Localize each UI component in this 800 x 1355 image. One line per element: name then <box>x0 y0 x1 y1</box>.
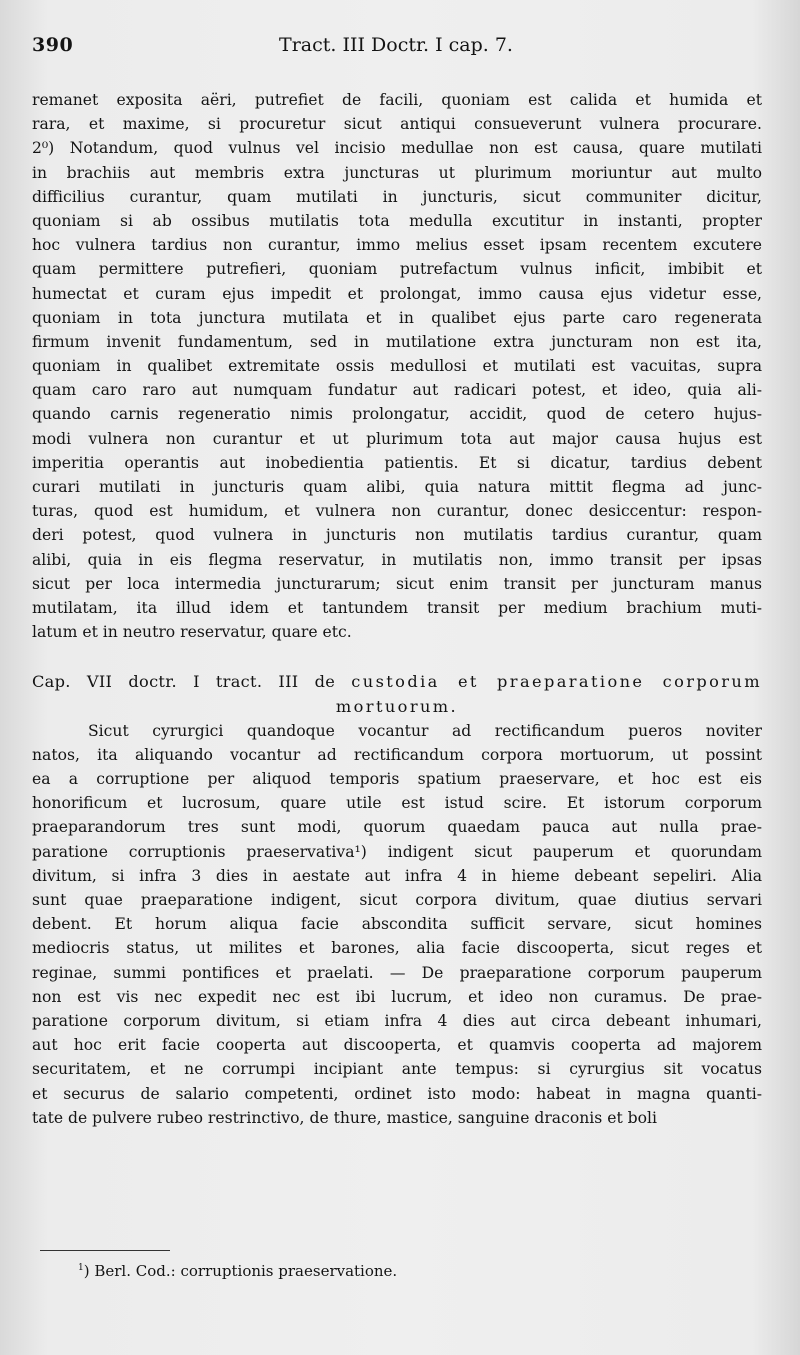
text-line: quoniam in tota junctura mutilata et in qualibet ejus parte caro regenerata <box>32 308 762 327</box>
text-line: curari mutilati in juncturis quam alibi, quia natura mittit flegma ad junc- <box>32 478 762 496</box>
text-line: securitatem, et ne corrumpi incipiant ante tempus: si cyrurgius sit vocatus <box>32 1060 762 1079</box>
text-line: mutilatam, ita illud idem et tantundem transit per medium brachium muti- <box>32 598 762 617</box>
text-line: quando carnis regeneratio nimis prolongatur, accidit, quod de cetero hujus- <box>32 405 762 424</box>
text-line: Sicut cyrurgici quandoque vocantur ad rectificandum pueros noviter <box>88 721 762 740</box>
text-line: non est vis nec expedit nec est ibi lucrum, et ideo non curamus. De prae- <box>32 987 762 1006</box>
chapter-heading-title: custodia et praeparatione corporum <box>351 672 762 692</box>
body-text <box>32 88 762 1130</box>
text-line: hoc vulnera tardius non curantur, immo melius esset ipsam recentem excutere <box>32 236 762 255</box>
text-line: honorificum et lucrosum, quare utile est istud scire. Et istorum corporum <box>32 794 762 813</box>
text-line: latum et in neutro reservatur, quare etc. <box>32 623 352 642</box>
paragraph-2 <box>32 719 762 1130</box>
page-number: 390 <box>32 34 74 56</box>
text-line: deri potest, quod vulnera in juncturis non mutilatis tardius curantur, quam <box>32 526 762 545</box>
text-line: divitum, si infra 3 dies in aestate aut infra 4 in hieme debeant sepeliri. Alia <box>32 866 762 885</box>
chapter-heading-line-2: mortuorum. <box>335 696 459 716</box>
text-line: imperitia operantis aut inobedientia patientis. Et si dicatur, tardius debent <box>32 453 762 472</box>
text-line: praeparandorum tres sunt modi, quorum quaedam pauca aut nulla prae- <box>32 818 762 837</box>
running-head: Tract. III Doctr. I cap. 7. <box>279 34 513 56</box>
text-line: quam caro raro aut numquam fundatur aut radicari potest, et ideo, quia ali- <box>32 381 762 400</box>
text-line: quam permittere putrefieri, quoniam putrefactum vulnus inficit, imbibit et <box>32 260 762 279</box>
text-line: alibi, quia in eis flegma reservatur, in mutilatis non, immo transit per ipsas <box>32 550 762 569</box>
text-line: reginae, summi pontifices et praelati. — De praeparatione corporum pauperum <box>32 963 762 982</box>
text-line: paratione corruptionis praeservativa¹) indigent sicut pauperum et quorundam <box>32 842 762 861</box>
text-line: modi vulnera non curantur et ut plurimum tota aut major causa hujus est <box>32 429 762 448</box>
footnote <box>78 1262 397 1280</box>
text-line: natos, ita aliquando vocantur ad rectificandum corpora mortuorum, ut possint <box>32 745 762 764</box>
text-line: sunt quae praeparatione indigent, sicut corpora divitum, quae diutius servari <box>32 891 762 909</box>
text-line: firmum invenit fundamentum, sed in mutilatione extra juncturam non est ita, <box>32 332 762 351</box>
chapter-heading-prefix: Cap. VII doctr. I tract. III de <box>32 672 352 692</box>
footnote-rule <box>40 1250 170 1251</box>
page-header <box>32 34 760 64</box>
text-line: sicut per loca intermedia juncturarum; sicut enim transit per juncturam manus <box>32 574 762 593</box>
text-line: humectat et curam ejus impedit et prolongat, immo causa ejus videtur esse, <box>32 284 762 303</box>
chapter-heading <box>32 670 762 718</box>
text-line: ea a corruptione per aliquod temporis spatium praeservare, et hoc est eis <box>32 770 762 789</box>
text-line: quoniam in qualibet extremitate ossis medullosi et mutilati est vacuitas, supra <box>32 357 762 376</box>
text-line: tate de pulvere rubeo restrinctivo, de thure, mastice, sanguine draconis et boli <box>32 1108 658 1127</box>
text-line: quoniam si ab ossibus mutilatis tota medulla excutitur in instanti, propter <box>32 211 762 230</box>
footnote-marker: 1 <box>78 1263 84 1273</box>
text-line: in brachiis aut membris extra juncturas ut plurimum moriuntur aut multo <box>32 163 762 182</box>
text-line: debent. Et horum aliqua facie abscondita sufficit servare, sicut homines <box>32 915 762 934</box>
footnote-text: ) Berl. Cod.: corruptionis praeservatione. <box>83 1262 398 1280</box>
text-line: 2⁰) Notandum, quod vulnus vel incisio medullae non est causa, quare mutilati <box>32 139 762 158</box>
text-line: mediocris status, ut milites et barones, alia facie discooperta, sicut reges et <box>32 939 762 958</box>
text-line: turas, quod est humidum, et vulnera non curantur, donec desiccentur: respon- <box>32 502 762 521</box>
text-line: et securus de salario competenti, ordinet isto modo: habeat in magna quanti- <box>32 1084 762 1103</box>
text-line: remanet exposita aëri, putrefiet de facili, quoniam est calida et humida et <box>32 91 762 109</box>
text-line: difficilius curantur, quam mutilati in juncturis, sicut communiter dicitur, <box>32 187 762 206</box>
text-line: paratione corporum divitum, si etiam infra 4 dies aut circa debeant inhumari, <box>32 1011 762 1030</box>
paragraph-1 <box>32 88 762 644</box>
chapter-heading-line-1 <box>32 670 762 694</box>
text-line: rara, et maxime, si procuretur sicut antiqui consueverunt vulnera procurare. <box>32 115 762 134</box>
text-line: aut hoc erit facie cooperta aut discooperta, et quamvis cooperta ad majorem <box>32 1036 762 1055</box>
